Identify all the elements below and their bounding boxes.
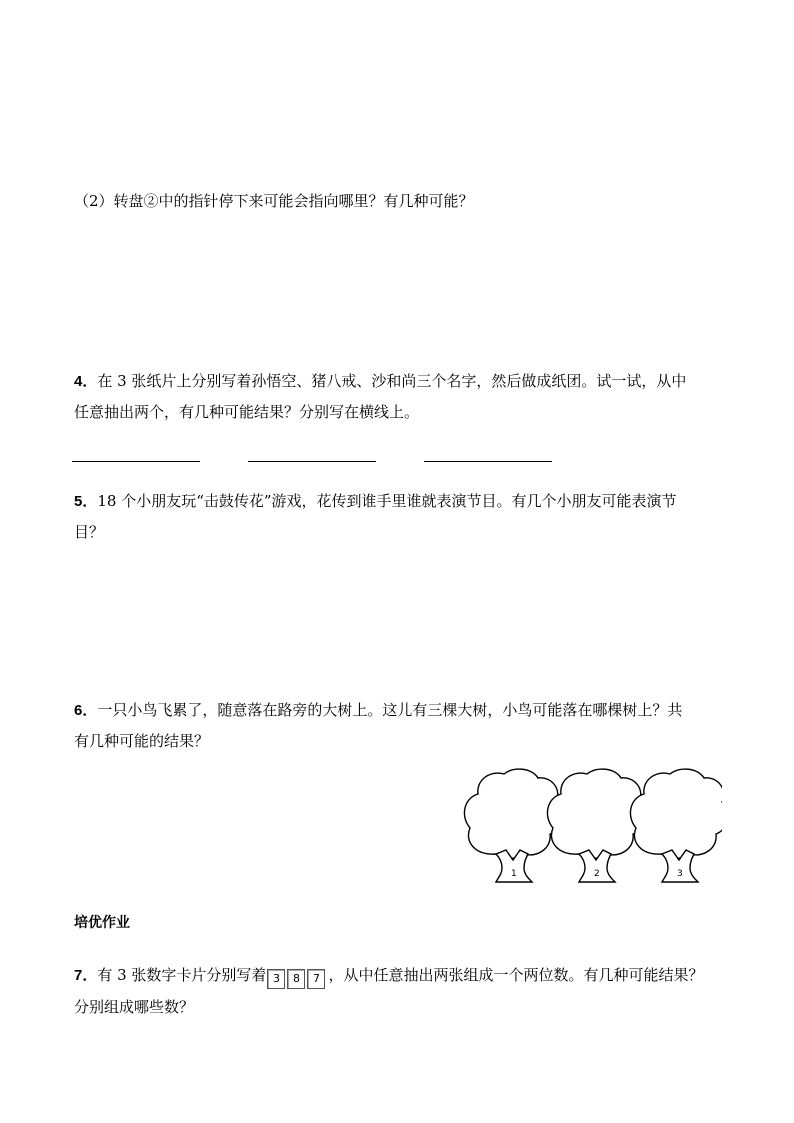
question-4-line-1 xyxy=(74,371,686,392)
question-text: 一只小鸟飞累了，随意落在路旁的大树上。这儿有三棵大树，小鸟可能落在哪棵树上？共 xyxy=(97,701,683,719)
question-text: 在 3 张纸片上分别写着孙悟空、猪八戒、沙和尚三个名字，然后做成纸团。试一试，从中 xyxy=(97,372,687,390)
number-card: 8 xyxy=(287,969,305,989)
question-number: 6． xyxy=(74,702,98,719)
question-5-line-2: 目？ xyxy=(74,523,105,541)
answer-blank-1[interactable] xyxy=(72,461,200,462)
question-text: 有 3 张数字卡片分别写着 xyxy=(97,966,267,984)
tree-label-2: 2 xyxy=(594,869,600,879)
number-card: 3 xyxy=(267,969,285,989)
answer-blank-3[interactable] xyxy=(424,461,552,462)
question-number: 4． xyxy=(74,373,98,390)
question-number: 5． xyxy=(74,493,98,510)
question-number: 7． xyxy=(74,967,98,984)
question-6-line-2: 有几种可能的结果？ xyxy=(74,732,210,750)
number-card: 7 xyxy=(307,969,325,989)
question-3-part-2: （2）转盘②中的指针停下来可能会指向哪里？有几种可能？ xyxy=(74,192,474,210)
question-4-line-2: 任意抽出两个，有几种可能结果？分别写在横线上。 xyxy=(74,403,420,421)
question-7-line-2: 分别组成哪些数？ xyxy=(74,998,195,1016)
tree-1[interactable] xyxy=(464,769,561,882)
three-trees-illustration xyxy=(462,768,722,886)
tree-label-3: 3 xyxy=(677,869,683,879)
question-7-line-1 xyxy=(74,965,703,989)
question-6-line-1 xyxy=(74,700,682,721)
question-text-continued: ，从中任意抽出两张组成一个两位数。有几种可能结果？ xyxy=(328,966,704,984)
question-text: 18 个小朋友玩“击鼓传花”游戏，花传到谁手里谁就表演节目。有几个小朋友可能表演节 xyxy=(97,492,677,510)
tree-3[interactable] xyxy=(630,769,722,882)
section-heading: 培优作业 xyxy=(74,915,130,931)
question-5-line-1 xyxy=(74,491,677,512)
tree-2[interactable] xyxy=(547,769,644,882)
answer-blank-2[interactable] xyxy=(248,461,376,462)
tree-label-1: 1 xyxy=(511,869,517,879)
number-cards xyxy=(267,969,327,989)
